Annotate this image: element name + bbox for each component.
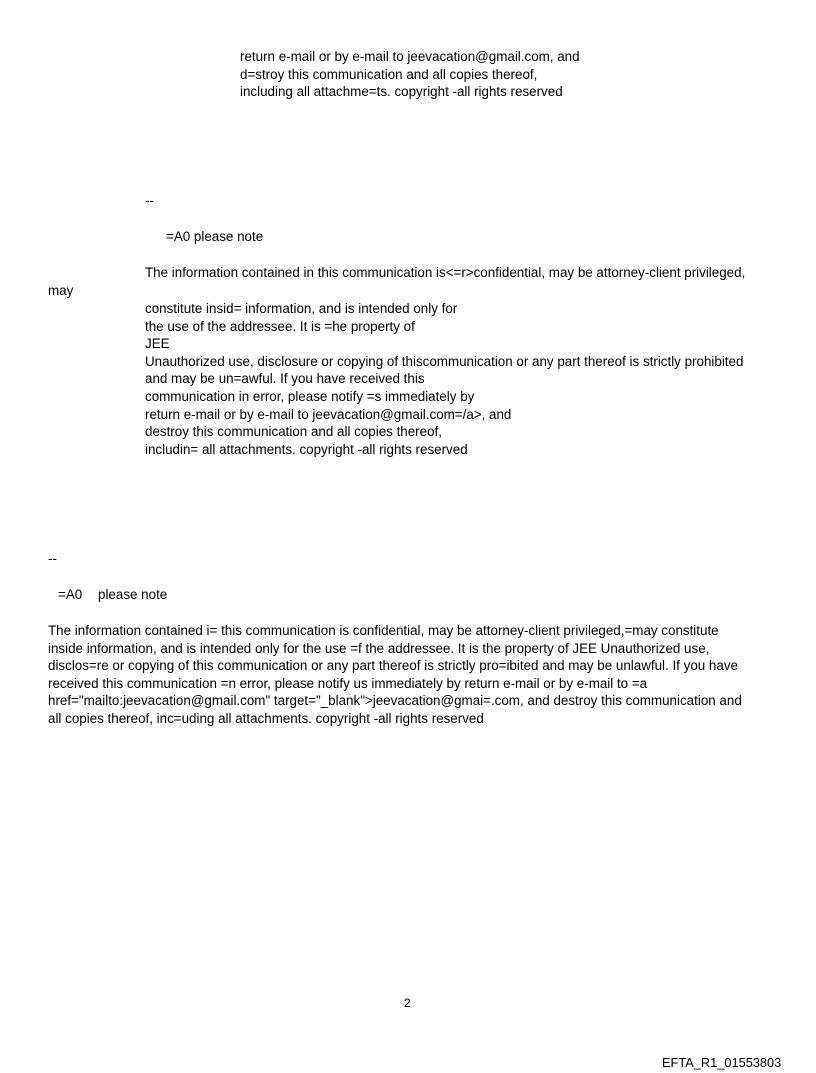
text-line: inside information, and is intended only for the use =f the addressee. It is the property of JEE Unauthorized use,	[48, 640, 710, 656]
text-line: includin= all attachments. copyright -all rights reserved	[145, 441, 468, 457]
text-line: destroy this communication and all copies thereof,	[145, 424, 442, 440]
text-line: return e-mail or by e-mail to jeevacation@gmail.com=/a>, and	[145, 406, 512, 422]
text-line: Unauthorized use, disclosure or copying of thiscommunication or any part thereof is strictly prohibited	[145, 353, 744, 369]
separator: --	[145, 193, 154, 208]
document-id: EFTA_R1_01553803	[662, 1055, 782, 1070]
text-line: received this communication =n error, please notify us immediately by return e-mail or by e-mail to =a	[48, 675, 648, 691]
text-line: href="mailto:jeevacation@gmail.com" target="_blank">jeevacation@gmai=.com, and destroy this communication and	[48, 693, 742, 709]
text-line: including all attachme=ts. copyright -all rights reserved	[240, 84, 563, 100]
separator: --	[48, 551, 57, 566]
text-line: JEE	[145, 336, 170, 352]
text-line: The information contained i= this communication is confidential, may be attorney-client privileged,=may constitute	[48, 623, 719, 638]
disclaimer-block-2	[145, 300, 743, 458]
text-line: disclos=re or copying of this communication or any part thereof is strictly pro=ibited and may be unlawful. If you have	[48, 658, 738, 674]
text-line: communication in error, please notify =s immediately by	[145, 388, 475, 404]
text-line: the use of the addressee. It is =he property of	[145, 318, 415, 334]
text-line: The information contained in this communication is<=r>confidential, may be attorney-client privileged,	[145, 265, 746, 280]
text-line: return e-mail or by e-mail to jeevacation@gmail.com, and	[240, 49, 580, 64]
please-note-prefix: =A0	[58, 587, 83, 602]
text-line: constitute insid= information, and is intended only for	[145, 301, 458, 316]
please-note-line: =A0 please note	[166, 229, 264, 244]
disclaimer-block-3	[48, 622, 742, 728]
disclaimer-block-1	[240, 48, 580, 101]
text-line: all copies thereof, inc=uding all attachments. copyright -all rights reserved	[48, 710, 484, 726]
text-line: and may be un=awful. If you have received this	[145, 371, 425, 387]
please-note-text: please note	[98, 587, 168, 602]
wrapped-word: may	[48, 283, 74, 298]
text-line: d=stroy this communication and all copies thereof,	[240, 66, 538, 82]
page-number: 2	[404, 996, 411, 1010]
